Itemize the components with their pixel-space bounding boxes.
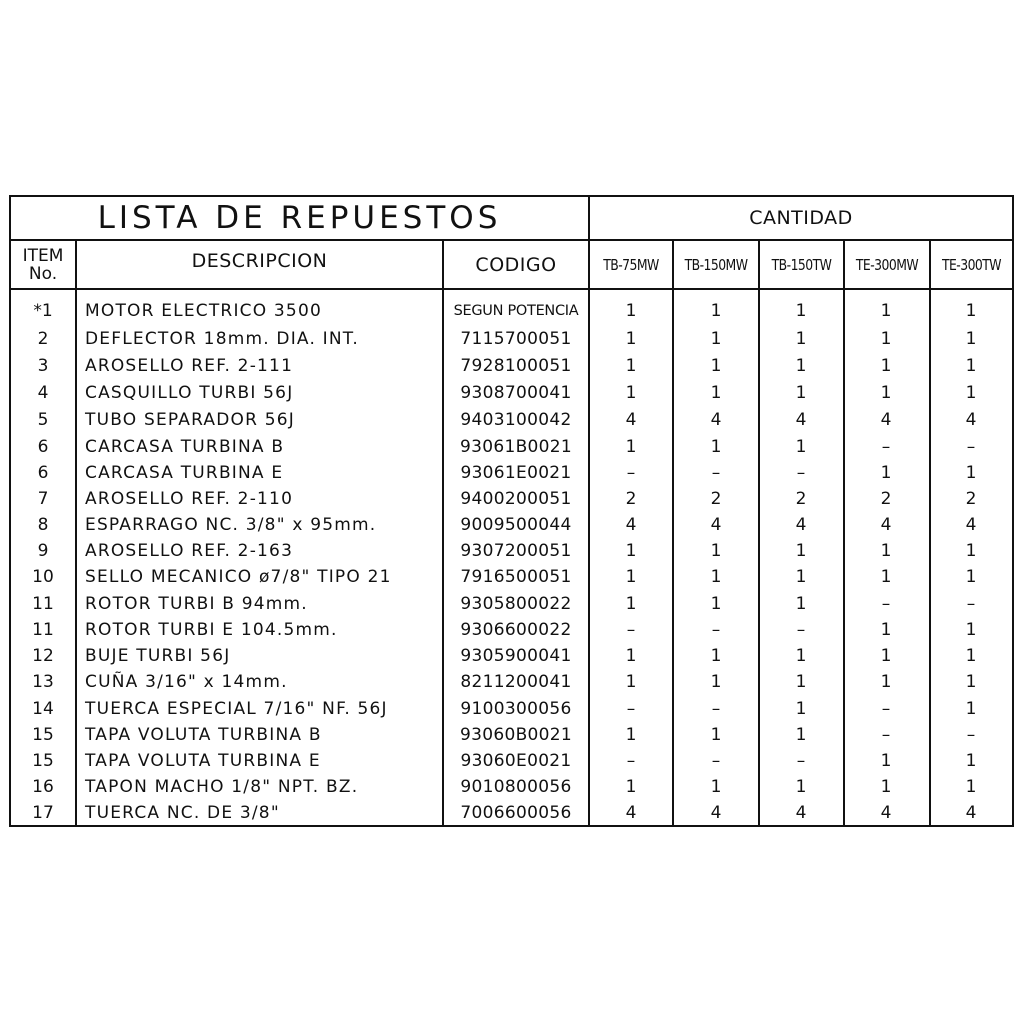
quantity-cell: – (881, 725, 891, 745)
part-description: TUBO SEPARADOR 56J (85, 410, 295, 430)
quantity-cell: 4 (795, 410, 807, 430)
quantity-cell: 1 (795, 383, 807, 403)
quantity-cell: 1 (880, 751, 892, 771)
spare-parts-table (9, 195, 1014, 827)
quantity-cell: 4 (625, 410, 637, 430)
table-row (11, 564, 1012, 590)
part-code: 93060E0021 (460, 751, 572, 771)
part-description: ESPARRAGO NC. 3/8" x 95mm. (85, 515, 377, 535)
part-code: 9305900041 (460, 646, 572, 666)
item-number: 15 (32, 725, 54, 745)
part-code: 93061B0021 (459, 437, 572, 457)
quantity-cell: 1 (965, 301, 977, 321)
quantity-cell: 1 (710, 594, 722, 614)
item-number: 13 (32, 672, 54, 692)
quantity-cell: 1 (880, 620, 892, 640)
quantity-cell: 1 (625, 383, 637, 403)
model-header: TE-300MW (855, 255, 919, 274)
quantity-cell: – (711, 463, 721, 483)
part-code: 9009500044 (460, 515, 572, 535)
quantity-cell: 1 (965, 699, 977, 719)
quantity-cell: 4 (965, 515, 977, 535)
quantity-cell: 4 (880, 803, 892, 823)
quantity-cell: 1 (795, 437, 807, 457)
part-code: 93060B0021 (459, 725, 572, 745)
quantity-cell: 4 (710, 410, 722, 430)
table-row (11, 669, 1012, 695)
quantity-cell: – (711, 620, 721, 640)
table-row (11, 434, 1012, 460)
item-number: 2 (37, 329, 49, 349)
quantity-cell: 1 (965, 620, 977, 640)
model-header: TB-75MW (603, 255, 659, 274)
quantity-cell: 4 (710, 803, 722, 823)
item-number: 17 (32, 803, 54, 823)
part-code: 9100300056 (460, 699, 572, 719)
quantity-cell: – (626, 620, 636, 640)
part-description: AROSELLO REF. 2-110 (85, 489, 294, 509)
table-row (11, 407, 1012, 433)
quantity-cell: 4 (965, 410, 977, 430)
quantity-cell: – (626, 463, 636, 483)
quantity-cell: – (711, 751, 721, 771)
item-number: 14 (32, 699, 54, 719)
part-description: AROSELLO REF. 2-163 (85, 541, 294, 561)
part-description: TAPON MACHO 1/8" NPT. BZ. (85, 777, 359, 797)
item-number: 4 (37, 383, 49, 403)
quantity-cell: 1 (965, 672, 977, 692)
quantity-cell: 1 (880, 463, 892, 483)
quantity-cell: 1 (625, 672, 637, 692)
item-number: 16 (32, 777, 54, 797)
quantity-cell: 1 (710, 725, 722, 745)
item-header-line2: No. (28, 263, 58, 284)
part-description: CASQUILLO TURBI 56J (85, 383, 294, 403)
part-description: DEFLECTOR 18mm. DIA. INT. (85, 329, 359, 349)
quantity-cell: – (626, 699, 636, 719)
quantity-cell: 1 (625, 329, 637, 349)
part-description: MOTOR ELECTRICO 3500 (85, 301, 322, 321)
quantity-cell: 1 (880, 356, 892, 376)
quantity-cell: 1 (880, 383, 892, 403)
quantity-cell: 1 (625, 594, 637, 614)
part-code: 9400200051 (460, 489, 572, 509)
quantity-cell: 1 (795, 777, 807, 797)
quantity-cell: 1 (795, 725, 807, 745)
quantity-cell: 1 (965, 777, 977, 797)
quantity-cell: 1 (795, 699, 807, 719)
part-code: 93061E0021 (460, 463, 572, 483)
quantity-cell: 1 (710, 541, 722, 561)
quantity-cell: 1 (710, 672, 722, 692)
quantity-cell: – (796, 620, 806, 640)
table-row (11, 722, 1012, 748)
quantity-cell: 1 (880, 646, 892, 666)
quantity-cell: – (966, 725, 976, 745)
item-number: 10 (32, 567, 54, 587)
quantity-cell: 4 (795, 515, 807, 535)
quantity-cell: 1 (965, 567, 977, 587)
quantity-cell: 1 (795, 541, 807, 561)
quantity-cell: 1 (710, 567, 722, 587)
quantity-cell: 1 (625, 777, 637, 797)
quantity-cell: 1 (625, 567, 637, 587)
table-row (11, 326, 1012, 352)
quantity-cell: 1 (625, 646, 637, 666)
table-title: LISTA DE REPUESTOS (97, 200, 502, 236)
table-row (11, 353, 1012, 379)
quantity-cell: 1 (710, 383, 722, 403)
quantity-cell: 1 (965, 329, 977, 349)
part-code: 9307200051 (460, 541, 572, 561)
quantity-header: CANTIDAD (749, 207, 853, 229)
part-code: SEGUN POTENCIA (453, 303, 579, 319)
part-code: 8211200041 (460, 672, 572, 692)
quantity-cell: 2 (710, 489, 722, 509)
item-number: 11 (32, 620, 54, 640)
quantity-cell: 1 (795, 567, 807, 587)
item-number: 6 (37, 463, 49, 483)
quantity-cell: 1 (965, 356, 977, 376)
quantity-cell: 1 (710, 437, 722, 457)
model-header: TB-150TW (771, 255, 832, 274)
quantity-cell: 4 (795, 803, 807, 823)
table-row (11, 774, 1012, 800)
part-description: ROTOR TURBI B 94mm. (85, 594, 308, 614)
quantity-cell: – (881, 699, 891, 719)
quantity-cell: – (626, 751, 636, 771)
quantity-cell: 1 (965, 383, 977, 403)
quantity-cell: 1 (710, 329, 722, 349)
description-header: DESCRIPCION (191, 250, 328, 272)
quantity-cell: 1 (625, 356, 637, 376)
quantity-cell: 2 (625, 489, 637, 509)
quantity-cell: 2 (880, 489, 892, 509)
part-description: TUERCA ESPECIAL 7/16" NF. 56J (85, 699, 388, 719)
header-divider (11, 288, 1012, 290)
part-description: CARCASA TURBINA E (85, 463, 284, 483)
table-row (11, 643, 1012, 669)
quantity-cell: – (881, 437, 891, 457)
item-number: 11 (32, 594, 54, 614)
table-row (11, 591, 1012, 617)
quantity-cell: 1 (795, 301, 807, 321)
quantity-cell: 1 (795, 329, 807, 349)
item-number: 7 (37, 489, 49, 509)
table-row (11, 696, 1012, 722)
quantity-cell: 1 (965, 751, 977, 771)
item-number: 6 (37, 437, 49, 457)
table-row (11, 748, 1012, 774)
quantity-cell: 1 (965, 541, 977, 561)
part-code: 9305800022 (460, 594, 572, 614)
quantity-cell: 1 (625, 437, 637, 457)
part-description: ROTOR TURBI E 104.5mm. (85, 620, 338, 640)
table-row (11, 486, 1012, 512)
item-number: 9 (37, 541, 49, 561)
quantity-cell: 2 (795, 489, 807, 509)
part-code: 9306600022 (460, 620, 572, 640)
part-description: CUÑA 3/16" x 14mm. (85, 672, 288, 692)
part-description: TAPA VOLUTA TURBINA B (85, 725, 322, 745)
quantity-cell: 1 (880, 567, 892, 587)
part-description: CARCASA TURBINA B (85, 437, 285, 457)
table-row (11, 460, 1012, 486)
part-description: TAPA VOLUTA TURBINA E (85, 751, 321, 771)
item-header-line1: ITEM (22, 245, 64, 266)
model-header: TB-150MW (684, 255, 748, 274)
quantity-cell: 1 (880, 777, 892, 797)
quantity-cell: 4 (710, 515, 722, 535)
quantity-cell: – (966, 437, 976, 457)
quantity-cell: 1 (795, 356, 807, 376)
part-description: BUJE TURBI 56J (85, 646, 231, 666)
quantity-cell: – (966, 594, 976, 614)
quantity-cell: 1 (795, 672, 807, 692)
item-number: *1 (33, 301, 53, 321)
quantity-cell: 1 (710, 646, 722, 666)
quantity-cell: 1 (880, 541, 892, 561)
item-number: 8 (37, 515, 49, 535)
table-row (11, 538, 1012, 564)
item-number-header (11, 241, 75, 288)
quantity-cell: 1 (965, 646, 977, 666)
part-code: 9403100042 (460, 410, 572, 430)
part-code: 7115700051 (460, 329, 572, 349)
part-code: 7006600056 (460, 803, 572, 823)
quantity-cell: 1 (965, 463, 977, 483)
code-header: CODIGO (475, 253, 557, 276)
quantity-cell: 1 (710, 356, 722, 376)
quantity-cell: – (711, 699, 721, 719)
quantity-cell: 1 (710, 301, 722, 321)
quantity-cell: 1 (625, 725, 637, 745)
table-row (11, 380, 1012, 406)
part-code: 9308700041 (460, 383, 572, 403)
part-description: AROSELLO REF. 2-111 (85, 356, 294, 376)
quantity-cell: – (796, 751, 806, 771)
quantity-cell: – (881, 594, 891, 614)
part-code: 7916500051 (460, 567, 572, 587)
table-row (11, 617, 1012, 643)
part-description: TUERCA NC. DE 3/8" (85, 803, 280, 823)
part-description: SELLO MECANICO ø7/8" TIPO 21 (85, 567, 392, 587)
item-number: 3 (37, 356, 49, 376)
part-code: 9010800056 (460, 777, 572, 797)
quantity-cell: 1 (625, 301, 637, 321)
quantity-cell: 4 (625, 803, 637, 823)
table-row (11, 800, 1012, 826)
item-number: 15 (32, 751, 54, 771)
part-code: 7928100051 (460, 356, 572, 376)
table-row (11, 512, 1012, 538)
quantity-cell: 1 (795, 594, 807, 614)
table-row (11, 298, 1012, 324)
quantity-cell: 1 (710, 777, 722, 797)
quantity-cell: 1 (880, 301, 892, 321)
item-number: 5 (37, 410, 49, 430)
quantity-cell: 1 (795, 646, 807, 666)
quantity-cell: 4 (880, 515, 892, 535)
quantity-cell: 1 (880, 329, 892, 349)
quantity-cell: 4 (965, 803, 977, 823)
quantity-cell: 4 (880, 410, 892, 430)
quantity-cell: 1 (880, 672, 892, 692)
quantity-cell: 4 (625, 515, 637, 535)
item-number: 12 (32, 646, 54, 666)
quantity-cell: 1 (625, 541, 637, 561)
quantity-cell: 2 (965, 489, 977, 509)
model-header: TE-300TW (941, 255, 1002, 274)
quantity-cell: – (796, 463, 806, 483)
